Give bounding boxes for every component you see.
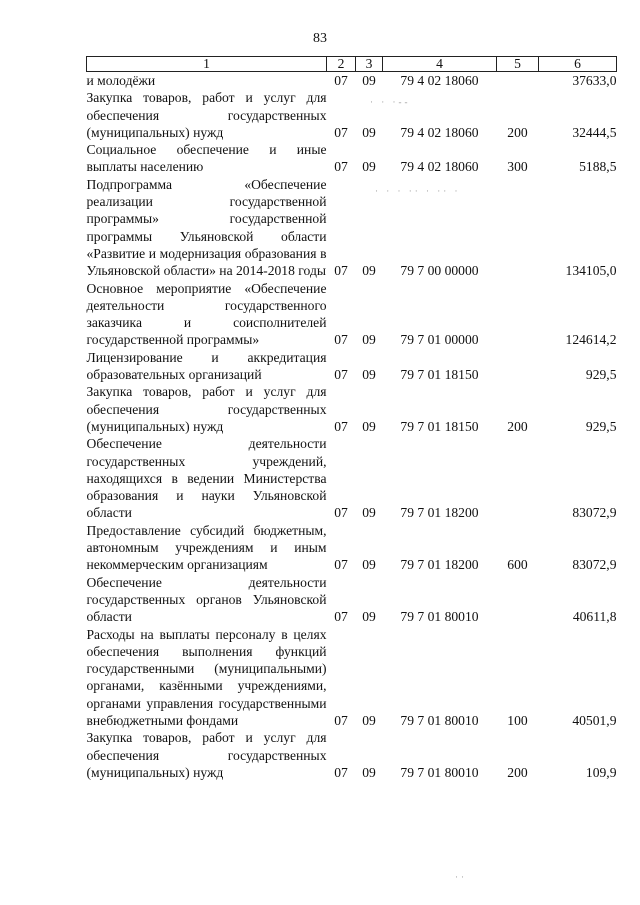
table-row [87,522,617,574]
scan-speck: ·· [455,872,467,882]
row-section: 07 [334,764,348,780]
row-section: 07 [334,367,348,383]
row-expense-type: 600 [507,557,528,573]
header-col-5: 5 [497,57,539,72]
row-expense-type: 200 [507,418,528,434]
row-subsection: 09 [362,764,376,780]
row-description: и молодёжи [86,73,156,88]
header-col-4: 4 [383,57,497,72]
row-target-article: 79 7 00 00000 [400,263,479,279]
row-description: Расходы на выплаты персоналу в целях обеспечения выполнения функций государственными (муниципальными) органами, казёнными учреждениями, органами управления государственными внебюджетными фондами [86,626,327,728]
row-subsection: 09 [362,332,376,348]
row-section: 07 [334,159,348,175]
row-target-article: 79 4 02 18060 [400,124,479,140]
row-target-article: 79 7 01 18200 [400,505,479,521]
row-description: Обеспечение деятельности государственных учреждений, находящихся в ведении Министерства образования и науки Ульяновской области [86,436,327,521]
row-description: Лицензирование и аккредитация образовательных организаций [86,349,327,383]
table-row [87,280,617,349]
row-section: 07 [334,418,348,434]
row-amount: 929,5 [585,367,617,383]
row-expense-type [497,176,539,280]
table-row [87,383,617,435]
header-col-6: 6 [539,57,617,72]
row-amount: 929,5 [585,418,617,434]
row-target-article: 79 7 01 18200 [400,557,479,573]
row-section: 07 [334,557,348,573]
row-description: Подпрограмма «Обеспечение реализации государственной программы» государственной программы Ульяновской области «Развитие и модернизация образования в Ульяновской области» на 2014-2018 годы [86,176,327,279]
row-target-article: 79 7 01 80010 [400,712,479,728]
row-amount: 124614,2 [565,332,617,348]
row-description: Социальное обеспечение и иные выплаты населению [86,142,327,175]
row-section: 07 [334,505,348,521]
row-expense-type: 200 [507,124,528,140]
table-row [87,72,617,90]
row-expense-type [497,72,539,90]
page-number: 83 [313,31,327,46]
row-section: 07 [334,609,348,625]
scan-speck: · · ·‐‐ [370,97,411,107]
row-expense-type [497,435,539,521]
budget-table [86,56,617,781]
table-row [87,176,617,280]
row-subsection: 09 [362,712,376,728]
row-section: 07 [334,712,348,728]
row-target-article: 79 7 01 18150 [400,418,479,434]
row-target-article: 79 4 02 18060 [400,73,479,88]
header-col-1: 1 [87,57,327,72]
table-row [87,574,617,626]
row-target-article: 79 7 01 00000 [400,332,479,348]
row-target-article: 79 7 01 80010 [400,764,479,780]
row-target-article: 79 4 02 18060 [400,159,479,175]
table-row [87,729,617,781]
row-subsection: 09 [362,557,376,573]
row-target-article: 79 7 01 18150 [400,367,479,383]
row-section: 07 [334,73,348,88]
row-amount: 83072,9 [572,505,617,521]
table-row [87,89,617,141]
row-section: 07 [334,124,348,140]
row-amount: 40501,9 [572,712,617,728]
row-amount: 37633,0 [572,73,617,88]
row-section: 07 [334,263,348,279]
table-row [87,349,617,384]
row-subsection: 09 [362,609,376,625]
table-row [87,626,617,730]
row-subsection: 09 [362,418,376,434]
row-expense-type: 100 [507,712,528,728]
row-description: Закупка товаров, работ и услуг для обеспечения государственных (муниципальных) нужд [86,90,327,140]
row-subsection: 09 [362,124,376,140]
row-expense-type [497,280,539,349]
scan-speck: · · · ·· · ·· · [375,186,461,196]
row-expense-type: 300 [507,159,528,175]
row-description: Обеспечение деятельности государственных органов Ульяновской области [86,574,327,625]
row-subsection: 09 [362,263,376,279]
row-expense-type [497,349,539,384]
row-description: Закупка товаров, работ и услуг для обеспечения государственных (муниципальных) нужд [86,384,327,434]
row-subsection: 09 [362,505,376,521]
row-description: Основное мероприятие «Обеспечение деятельности государственного заказчика и соисполнителей государственной программы» [86,280,327,348]
row-amount: 32444,5 [572,124,617,140]
table-row [87,435,617,521]
row-subsection: 09 [362,73,376,88]
row-target-article: 79 7 01 80010 [400,609,479,625]
row-expense-type: 200 [507,764,528,780]
header-row [87,57,617,72]
row-expense-type [497,574,539,626]
row-amount: 109,9 [585,764,617,780]
row-amount: 40611,8 [572,609,617,625]
header-col-3: 3 [356,57,383,72]
row-amount: 134105,0 [565,263,617,279]
row-description: Предоставление субсидий бюджетным, автономным учреждениям и иным некоммерческим организациям [86,522,327,573]
row-section: 07 [334,332,348,348]
row-amount: 5188,5 [579,159,617,175]
header-col-2: 2 [327,57,356,72]
row-subsection: 09 [362,159,376,175]
row-description: Закупка товаров, работ и услуг для обеспечения государственных (муниципальных) нужд [86,730,327,780]
table-row [87,141,617,176]
row-subsection: 09 [362,367,376,383]
row-amount: 83072,9 [572,557,617,573]
